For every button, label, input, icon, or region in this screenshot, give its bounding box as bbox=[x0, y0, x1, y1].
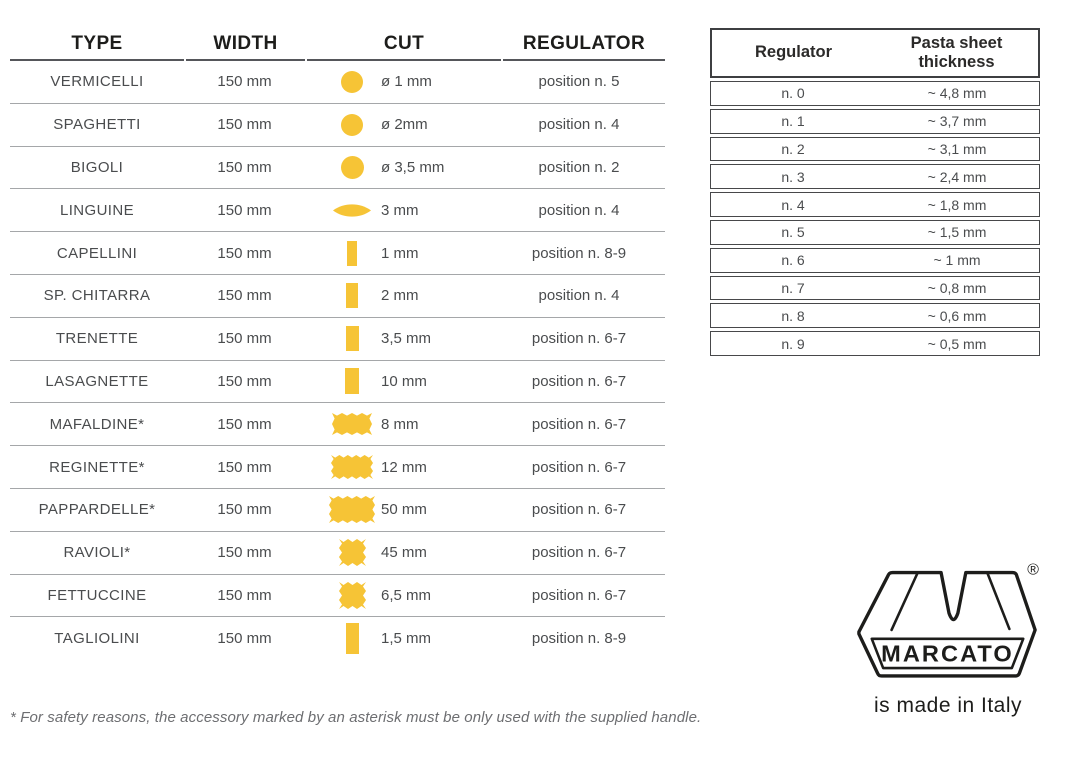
sheet-thickness: ~ 0,6 mm bbox=[927, 307, 987, 324]
cut-size-label: ø 2mm bbox=[381, 116, 428, 134]
wavy-cut-icon bbox=[329, 455, 375, 479]
pasta-cut-cell bbox=[305, 413, 499, 435]
pasta-width: 150 mm bbox=[217, 201, 272, 219]
pasta-type: LINGUINE bbox=[59, 201, 135, 219]
pasta-width: 150 mm bbox=[217, 330, 272, 348]
pasta-width: 150 mm bbox=[217, 586, 272, 604]
pasta-type: TRENETTE bbox=[55, 330, 139, 348]
regulator-position: position n. 6-7 bbox=[531, 330, 627, 348]
pasta-cut-cell bbox=[305, 71, 499, 93]
regulator-position: position n. 2 bbox=[538, 158, 620, 176]
regulator-number: n. 7 bbox=[781, 279, 805, 296]
circle-cut-icon bbox=[329, 71, 375, 93]
pasta-type: VERMICELLI bbox=[50, 73, 144, 91]
accessory-row bbox=[10, 189, 665, 232]
rect-cut-icon bbox=[329, 326, 375, 351]
accessories-table-body bbox=[10, 61, 665, 659]
pasta-cut-cell bbox=[305, 114, 499, 136]
pasta-type: LASAGNETTE bbox=[45, 372, 149, 390]
regulator-position: position n. 6-7 bbox=[531, 458, 627, 476]
accessories-table bbox=[10, 28, 665, 659]
stamp-cut-icon bbox=[329, 539, 375, 566]
pasta-width: 150 mm bbox=[217, 73, 272, 91]
cut-size-label: 1,5 mm bbox=[381, 629, 432, 647]
stamp-cut-icon bbox=[329, 582, 375, 609]
pasta-type: BIGOLI bbox=[70, 158, 124, 176]
pasta-type: TAGLIOLINI bbox=[54, 629, 140, 647]
pasta-width: 150 mm bbox=[217, 544, 272, 562]
sheet-thickness: ~ 1 mm bbox=[933, 252, 981, 269]
accessory-row bbox=[10, 275, 665, 318]
regulator-number: n. 9 bbox=[781, 335, 805, 352]
regulator-position: position n. 6-7 bbox=[531, 501, 627, 519]
regulator-position: position n. 6-7 bbox=[531, 586, 627, 604]
regulator-row bbox=[710, 276, 1040, 301]
column-header-type: TYPE bbox=[10, 28, 184, 61]
cut-size-label: 2 mm bbox=[381, 287, 419, 305]
regulator-position: position n. 6-7 bbox=[531, 544, 627, 562]
pasta-width: 150 mm bbox=[217, 116, 272, 134]
regulator-position: position n. 5 bbox=[538, 73, 620, 91]
column-header-sheet-thickness: Pasta sheet thickness bbox=[910, 33, 1003, 71]
regulator-row bbox=[710, 220, 1040, 245]
regulator-number: n. 3 bbox=[781, 168, 805, 185]
marcato-logo bbox=[849, 562, 1047, 684]
regulator-table-body bbox=[710, 81, 1040, 356]
regulator-position: position n. 8-9 bbox=[531, 629, 627, 647]
pasta-cut-cell bbox=[305, 283, 499, 308]
pasta-type: REGINETTE* bbox=[49, 458, 145, 476]
pasta-width: 150 mm bbox=[217, 415, 272, 433]
circle-cut-icon bbox=[329, 156, 375, 179]
pasta-type: RAVIOLI* bbox=[63, 544, 131, 562]
cut-size-label: 50 mm bbox=[381, 501, 427, 519]
pasta-width: 150 mm bbox=[217, 629, 272, 647]
sheet-thickness: ~ 3,1 mm bbox=[927, 140, 987, 157]
regulator-row bbox=[710, 303, 1040, 328]
pasta-cut-cell bbox=[305, 326, 499, 351]
pasta-width: 150 mm bbox=[217, 501, 272, 519]
accessory-row bbox=[10, 318, 665, 361]
pasta-cut-cell bbox=[305, 496, 499, 523]
pasta-cut-cell bbox=[305, 539, 499, 566]
regulator-position: position n. 4 bbox=[538, 287, 620, 305]
regulator-thickness-table bbox=[710, 28, 1040, 356]
registered-mark-icon: ® bbox=[1027, 562, 1039, 579]
sheet-thickness: ~ 0,8 mm bbox=[927, 279, 987, 296]
accessory-row bbox=[10, 446, 665, 489]
pasta-cut-cell bbox=[305, 582, 499, 609]
pasta-type: SPAGHETTI bbox=[53, 116, 141, 134]
cut-size-label: 8 mm bbox=[381, 415, 419, 433]
regulator-row bbox=[710, 248, 1040, 273]
column-header-cut: CUT bbox=[307, 28, 501, 61]
brand-block bbox=[849, 562, 1047, 718]
sheet-thickness: ~ 1,5 mm bbox=[927, 224, 987, 241]
pasta-cut-cell bbox=[305, 368, 499, 394]
regulator-row bbox=[710, 109, 1040, 134]
rect-cut-icon bbox=[329, 623, 375, 654]
wavy-cut-icon bbox=[329, 413, 375, 435]
regulator-position: position n. 8-9 bbox=[531, 244, 627, 262]
pasta-type: SP. CHITARRA bbox=[43, 287, 151, 305]
regulator-number: n. 2 bbox=[781, 140, 805, 157]
regulator-number: n. 1 bbox=[781, 113, 805, 130]
regulator-position: position n. 4 bbox=[538, 201, 620, 219]
regulator-number: n. 8 bbox=[781, 307, 805, 324]
column-header-regulator-number: Regulator bbox=[754, 43, 832, 62]
pasta-type: FETTUCCINE bbox=[47, 586, 147, 604]
pasta-type: PAPPARDELLE* bbox=[38, 501, 156, 519]
accessory-row bbox=[10, 617, 665, 659]
regulator-row bbox=[710, 192, 1040, 217]
accessory-row bbox=[10, 147, 665, 190]
regulator-row bbox=[710, 137, 1040, 162]
accessory-row bbox=[10, 532, 665, 575]
pasta-cut-cell bbox=[305, 455, 499, 479]
regulator-number: n. 6 bbox=[781, 252, 805, 269]
sheet-thickness: ~ 0,5 mm bbox=[927, 335, 987, 352]
regulator-number: n. 0 bbox=[781, 85, 805, 102]
pasta-width: 150 mm bbox=[217, 244, 272, 262]
accessory-row bbox=[10, 575, 665, 618]
regulator-number: n. 4 bbox=[781, 196, 805, 213]
rect-cut-icon bbox=[329, 241, 375, 266]
cut-size-label: ø 3,5 mm bbox=[381, 158, 445, 176]
sheet-thickness: ~ 2,4 mm bbox=[927, 168, 987, 185]
pasta-type: CAPELLINI bbox=[56, 244, 138, 262]
accessory-row bbox=[10, 232, 665, 275]
column-header-width: WIDTH bbox=[186, 28, 305, 61]
accessory-row bbox=[10, 489, 665, 532]
lens-cut-icon bbox=[329, 202, 375, 219]
rect-cut-icon bbox=[329, 283, 375, 308]
regulator-table-header bbox=[710, 28, 1040, 78]
regulator-row bbox=[710, 331, 1040, 356]
regulator-row bbox=[710, 81, 1040, 106]
cut-size-label: ø 1 mm bbox=[381, 73, 432, 91]
regulator-row bbox=[710, 164, 1040, 189]
cut-size-label: 6,5 mm bbox=[381, 586, 432, 604]
regulator-number: n. 5 bbox=[781, 224, 805, 241]
accessory-row bbox=[10, 61, 665, 104]
pasta-type: MAFALDINE* bbox=[49, 415, 145, 433]
pasta-cut-cell bbox=[305, 156, 499, 179]
pasta-cut-cell bbox=[305, 202, 499, 219]
column-header-regulator: REGULATOR bbox=[503, 28, 665, 61]
cut-size-label: 3,5 mm bbox=[381, 330, 432, 348]
sheet-thickness: ~ 1,8 mm bbox=[927, 196, 987, 213]
wavy-cut-icon bbox=[329, 496, 375, 523]
accessories-table-header bbox=[10, 28, 665, 61]
cut-size-label: 45 mm bbox=[381, 544, 427, 562]
pasta-width: 150 mm bbox=[217, 287, 272, 305]
regulator-position: position n. 6-7 bbox=[531, 415, 627, 433]
rect-cut-icon bbox=[329, 368, 375, 394]
sheet-thickness: ~ 3,7 mm bbox=[927, 113, 987, 130]
cut-size-label: 10 mm bbox=[381, 372, 427, 390]
accessory-row bbox=[10, 403, 665, 446]
pasta-width: 150 mm bbox=[217, 158, 272, 176]
accessory-row bbox=[10, 361, 665, 404]
pasta-width: 150 mm bbox=[217, 372, 272, 390]
pasta-width: 150 mm bbox=[217, 458, 272, 476]
pasta-cut-cell bbox=[305, 623, 499, 654]
safety-footnote: * For safety reasons, the accessory marked by an asterisk must be only used with the supplied handle. bbox=[10, 709, 702, 726]
brand-tagline: is made in Italy bbox=[873, 694, 1023, 717]
regulator-position: position n. 6-7 bbox=[531, 372, 627, 390]
cut-size-label: 3 mm bbox=[381, 201, 419, 219]
cut-size-label: 1 mm bbox=[381, 244, 419, 262]
circle-cut-icon bbox=[329, 114, 375, 136]
regulator-position: position n. 4 bbox=[538, 116, 620, 134]
cut-size-label: 12 mm bbox=[381, 458, 427, 476]
accessory-row bbox=[10, 104, 665, 147]
sheet-thickness: ~ 4,8 mm bbox=[927, 85, 987, 102]
logo-wordmark: MARCATO bbox=[881, 640, 1014, 667]
pasta-cut-cell bbox=[305, 241, 499, 266]
